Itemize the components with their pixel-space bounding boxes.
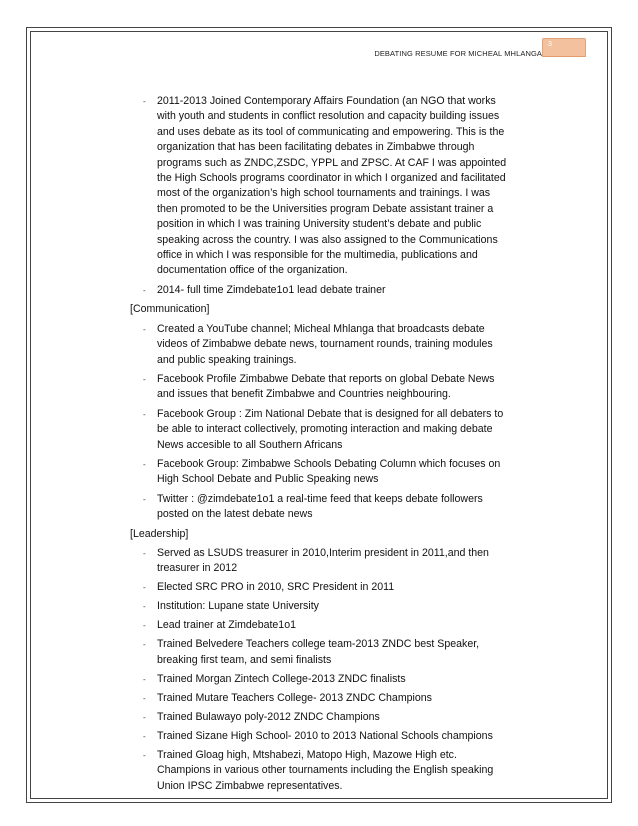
list-item: - Elected SRC PRO in 2010, SRC President in 2011 — [157, 580, 510, 595]
list-item: - Trained Gloag high, Mtshabezi, Matopo High, Mazowe High etc. Champions in various other tournaments including the English speaking Union IPSC Zimbabwe representatives. — [157, 748, 510, 794]
communication-list — [130, 322, 510, 523]
list-item: - Trained Morgan Zintech College-2013 ZNDC finalists — [157, 672, 510, 687]
list-item: - Twitter : @zimdebate1o1 a real-time feed that keeps debate followers posted on the latest debate news — [157, 492, 510, 523]
list-item: - Trained Bulawayo poly-2012 ZNDC Champions — [157, 710, 510, 725]
list-item: - Facebook Group: Zimbabwe Schools Debating Column which focuses on High School Debate and Public Speaking news — [157, 457, 510, 488]
list-item: - 2011-2013 Joined Contemporary Affairs Foundation (an NGO that works with youth and students in conflict resolution and capacity building issues and uses debate as its tool of communicating and empowering. This is the organization that has been facilitating debates in Zimbabwe through programs such as ZNDC,ZSDC, YPPL and ZPSC. At CAF I was appointed the High Schools programs coordinator in which I organized and facilitated most of the organization’s high school tournaments and trainings. I was then promoted to be the Universities program Debate assistant trainer a position in which I was training University student’s debate and public speaking across the country. I was also assigned to the Communications office in which I was responsible for the multimedia, publications and documentation office of the organization. — [157, 94, 510, 279]
page-number: 3 — [548, 41, 552, 48]
list-item: - Facebook Group : Zim National Debate that is designed for all debaters to be able to interact collectively, promoting interaction and making debate News accesible to all Southern Africans — [157, 407, 510, 453]
leadership-heading: [Leadership] — [130, 527, 189, 540]
list-item: - Trained Belvedere Teachers college team-2013 ZNDC best Speaker, breaking first team, and semi finalists — [157, 637, 510, 668]
experience-list — [130, 94, 510, 298]
list-item: - 2014- full time Zimdebate1o1 lead debate trainer — [157, 283, 510, 298]
page-number-badge — [542, 38, 586, 57]
leadership-list — [130, 546, 510, 794]
communication-heading: [Communication] — [130, 303, 210, 316]
list-item: - Institution: Lupane state University — [157, 599, 510, 614]
list-item: - Trained Mutare Teachers College- 2013 ZNDC Champions — [157, 691, 510, 706]
header-rule — [542, 56, 586, 57]
list-item: - Served as LSUDS treasurer in 2010,Interim president in 2011,and then treasurer in 2012 — [157, 546, 510, 577]
list-item: - Trained Sizane High School- 2010 to 2013 National Schools champions — [157, 729, 510, 744]
resume-content — [130, 94, 510, 798]
list-item: - Lead trainer at Zimdebate1o1 — [157, 618, 510, 633]
list-item: - Facebook Profile Zimbabwe Debate that reports on global Debate News and issues that benefit Zimbabwe and Countries neighbouring. — [157, 372, 510, 403]
list-item: - Created a YouTube channel; Micheal Mhlanga that broadcasts debate videos of Zimbabwe debate news, tournament rounds, training modules and public speaking trainings. — [157, 322, 510, 368]
running-header: DEBATING RESUME FOR MICHEAL MHLANGA — [374, 49, 542, 58]
